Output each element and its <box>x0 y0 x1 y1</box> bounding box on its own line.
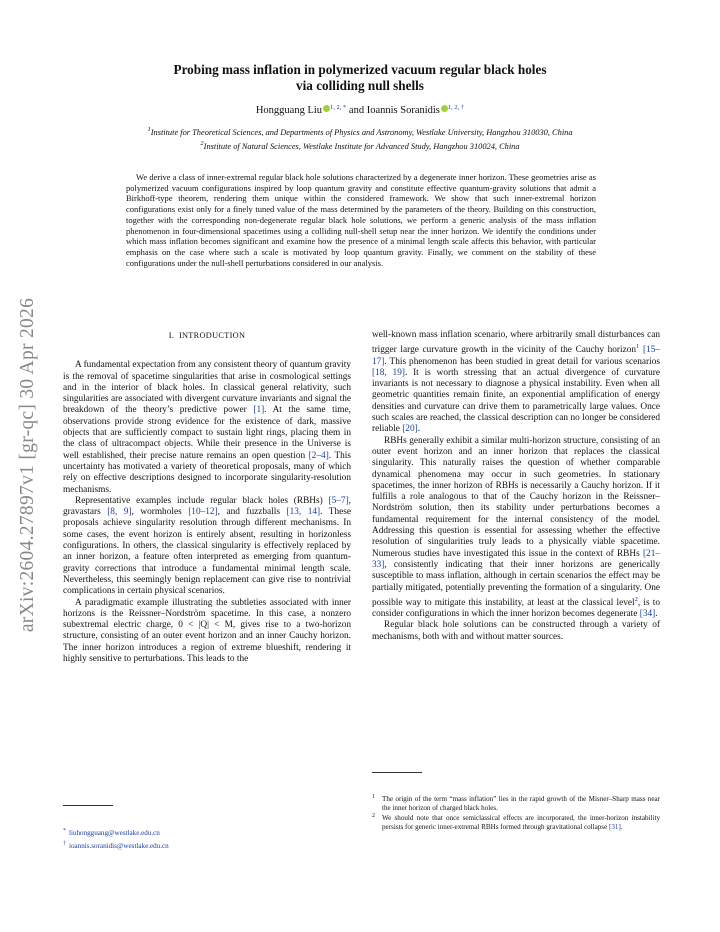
citation-link[interactable]: [10–12] <box>188 507 218 518</box>
right-column <box>372 330 660 643</box>
email-2: † ioannis.soranidis@westlake.edu.cn <box>63 841 169 850</box>
citation-link[interactable]: [5–7] <box>328 495 349 506</box>
citation-link[interactable]: [1] <box>253 405 265 416</box>
section-heading: I. INTRODUCTION <box>168 331 246 340</box>
arxiv-identifier-text: arXiv:2604.27897v1 [gr-qc] 30 Apr 2026 <box>17 297 38 633</box>
abstract-text: We derive a class of inner-extremal regular black hole solutions characterized by a degenerate inner horizon. These geometries arise as polymerized vacuum configurations inspired by loop quantum gravity and constitute effective quantum-gravity solutions that admit a Birkhoff-type theorem, rendering them unique within the considered framework. We show that such inner-extremal horizon configurations exist only for a finely tuned value of the mass determined by the parameters of the theory. Building on this construction, together with the corresponding non-degenerate regular black hole solutions, we perform a generic analysis of the mass inflation phenomenon in four-dimensional spacetimes using a colliding null-shell setup near the inner horizon. We identify the conditions under which mass inflation becomes significant and examine how the presence of a minimal length scale affects this behavior, with particular emphasis on the case where such a scale is motivated by loop quantum gravity. Finally, we comment on the stability of these configurations under the null-shell perturbations considered in our analysis. <box>126 172 596 268</box>
citation-link[interactable]: [2–4] <box>308 450 329 461</box>
author-list <box>100 104 620 116</box>
footnote-1: 1 The origin of the term “mass inflation” lies in the rapid growth of the Misner–Sharp mass near the inner horizon of charged black holes. <box>372 794 660 813</box>
title-line-1: Probing mass inflation in polymerized vacuum regular black holes <box>173 62 547 77</box>
affiliation-1: $^1$Institute for Theoretical Sciences, and Departments of Physics and Astronomy, Westlake University, Hangzhou 310030, China <box>147 126 573 137</box>
citation-link[interactable]: [34] <box>639 609 656 620</box>
paragraph: A fundamental expectation from any consistent theory of quantum gravity is the removal of spacetime singularities that arise in cosmological settings and in the interior of black holes. In classical general relativity, such singularities are associated with divergent curvature invariants and signal the breakdown of the theory’s predictive power [1]. At the same time, observations provide strong evidence for the existence of dark, massive objects that are sufficiently compact to sustain light rings, placing them in the class of ultracompact objects. While their presence in the Universe is well established, their precise nature remains an open question [2–4]. This uncertainty has motivated a variety of theoretical proposals, many of which rely on effective descriptions designed to incorporate singularity-resolution mechanisms. <box>63 360 351 495</box>
citation-link[interactable]: [13, 14] <box>286 507 321 518</box>
citation-link[interactable]: [31] <box>609 822 621 831</box>
footnote-marker[interactable]: 2 <box>634 595 638 603</box>
orcid-icon[interactable] <box>323 105 330 112</box>
paragraph: A paradigmatic example illustrating the subtleties associated with inner horizons is the Reissner–Nordström spacetime. In this case, a nonzero subextremal electric charge, 0 < |Q| < M, gives rise to a two-horizon structure, consisting of an outer event horizon and an inner Cauchy horizon. The inner horizon introduces a region of extreme blueshift, rendering it highly sensitive to perturbations. This leads to the <box>63 597 351 665</box>
citation-link[interactable]: [21–33] <box>372 548 660 570</box>
author-emails <box>63 826 351 852</box>
orcid-icon[interactable] <box>441 105 448 112</box>
affiliation-2: $^2$Institute of Natural Sciences, Westlake Institute for Advanced Study, Hangzhou 310024, China <box>200 140 520 151</box>
email-link[interactable]: liuhongguang@westlake.edu.cn <box>69 829 160 837</box>
paragraph: Regular black hole solutions can be constructed through a variety of mechanisms, both with and without matter sources. <box>372 620 660 642</box>
paper-title <box>100 62 620 94</box>
author-1-name: Hongguang Liu <box>255 105 323 116</box>
email-link[interactable]: ioannis.soranidis@westlake.edu.cn <box>69 842 169 850</box>
paragraph: well-known mass inflation scenario, where arbitrarily small disturbances can trigger large curvature growth in the vicinity of the Cauchy horizon$^1$ [15–17]. This phenomenon has been studied in great detail for various scenarios [18, 19]. It is worth stressing that an actual divergence of curvature invariants is not necessary to diagnose a physical instability. Even when all geometric quantities remain finite, an exponential amplification of energy densities and curvature can drive them to parametrically large values. Once such scales are reached, the classical description can no longer be considered reliable [20]. <box>372 330 660 435</box>
author-and-author-2: and Ioannis Soranidis <box>348 105 440 116</box>
footnote-2: 2 We should note that once semiclassical effects are incorporated, the inner-horizon instability persists for generic inner-extremal RBHs formed through gravitational collapse [31]. <box>372 812 660 831</box>
affiliations <box>70 124 650 152</box>
title-line-2: via colliding null shells <box>296 78 424 93</box>
email-1: * liuhongguang@westlake.edu.cn <box>63 828 160 837</box>
left-column <box>63 330 351 665</box>
footnote-marker[interactable]: 1 <box>636 343 640 351</box>
citation-link[interactable]: [20] <box>402 424 418 435</box>
citation-link[interactable]: [18, 19] <box>372 367 405 378</box>
footnote-rule <box>63 805 113 806</box>
author-1-superscript[interactable]: 1, 2, * <box>330 104 347 111</box>
arxiv-identifier-stamp <box>8 250 48 680</box>
citation-link[interactable]: [8, 9] <box>107 507 132 518</box>
footnote-rule <box>372 772 422 773</box>
footnotes <box>372 795 660 832</box>
citation-link[interactable]: [15–17] <box>372 345 660 367</box>
paragraph: Representative examples include regular black holes (RBHs) [5–7], gravastars [8, 9], wormholes [10–12], and fuzzballs [13, 14]. These proposals achieve singularity resolution through different mechanisms. In some cases, the event horizon is entirely absent, resulting in horizonless configurations. In others, the classical singularity is effectively replaced by an inner horizon, a feature often interpreted as emerging from quantum-gravity corrections that introduce a fundamental minimal length scale. Nevertheless, this seemingly benign replacement can give rise to nontrivial complications in certain physical scenarios. <box>63 495 351 597</box>
author-2-superscript[interactable]: 1, 2, † <box>447 104 465 111</box>
paragraph: RBHs generally exhibit a similar multi-horizon structure, consisting of an outer event horizon and an inner horizon that replaces the classical singularity. This naturally raises the question of whether comparable dynamical phenomena may occur in such geometries. In stationary spacetimes, the inner horizon of RBHs is necessarily a Cauchy horizon. If it fulfills a role analogous to that of the Cauchy horizon in the Reissner–Nordström solution, then its stability under perturbations becomes a fundamental requirement for the internal consistency of the model. Addressing this question is essential for assessing whether the effective resolution of singularities truly leads to a physically viable spacetime. Numerous studies have investigated this issue in the context of RBHs [21–33], consistently indicating that their inner horizons are generically susceptible to mass inflation, although in certain scenarios the effect may be partially mitigated, potentially preventing the formation of a singularity. One possible way to mitigate this instability, at least at the classical level$^2$, is to consider configurations in which the inner horizon becomes degenerate [34]. <box>372 435 661 620</box>
abstract <box>126 172 596 268</box>
